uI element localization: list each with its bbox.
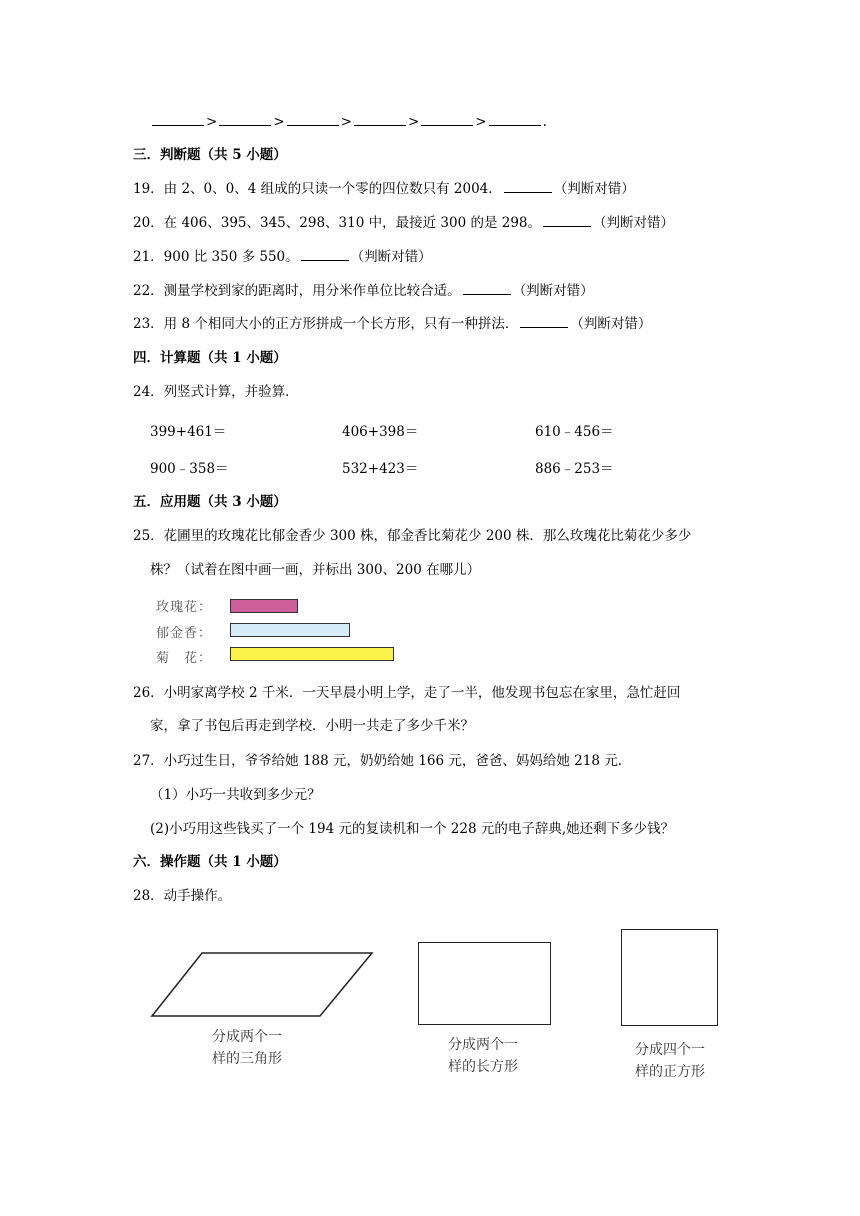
section-title-operation: 六．操作题（共 1 小题） (133, 854, 287, 870)
question-text: 20．在 406、395、345、298、310 中，最接近 300 的是 298。 (133, 215, 542, 231)
section-title-apply: 五．应用题（共 3 小题） (133, 494, 287, 510)
ordering-line (150, 113, 547, 131)
question-hint: （判断对错） (512, 283, 594, 299)
question-25-line2: 株？（试着在图中画一画，并标出 300、200 在哪儿） (150, 562, 481, 578)
caption-squares (615, 1039, 725, 1083)
caption-line: 分成四个一 (635, 1042, 705, 1058)
question-27-part1: （1）小巧一共收到多少元？ (150, 787, 321, 803)
bar-label-rose: 玫瑰花： (156, 600, 213, 615)
question-20 (133, 214, 674, 232)
answer-blank[interactable] (463, 282, 511, 295)
question-26-line2: 家，拿了书包后再走到学校．小明一共走了多少千米？ (150, 718, 474, 734)
parallelogram-figure (150, 950, 375, 1020)
bar-chrysanthemum (230, 647, 394, 661)
question-text: 23．用 8 个相同大小的正方形拼成一个长方形，只有一种拼法． (133, 316, 519, 332)
flower-bar-figure (148, 592, 398, 668)
answer-blank[interactable] (504, 180, 552, 193)
gt-sign: > (273, 114, 285, 130)
question-21 (133, 248, 432, 266)
question-25-line1: 25．花圃里的玫瑰花比郁金香少 300 株，郁金香比菊花少 200 株．那么玫瑰花比菊花少多少 (133, 528, 692, 544)
calc-item: 900﹣358＝ (150, 461, 229, 477)
answer-blank[interactable] (489, 113, 541, 126)
period: . (542, 114, 547, 130)
question-hint: （判断对错） (350, 249, 432, 265)
section-title-judge: 三．判断题（共 5 小题） (133, 147, 287, 163)
question-28: 28．动手操作。 (133, 888, 232, 904)
bar-label-chrysanthemum: 菊 花： (156, 651, 213, 666)
gt-sign: > (206, 114, 218, 130)
calc-item: 886﹣253＝ (535, 461, 614, 477)
caption-line: 分成两个一 (448, 1037, 518, 1053)
caption-line: 样的三角形 (212, 1051, 282, 1067)
calc-item: 532+423＝ (342, 461, 419, 477)
question-hint: （判断对错） (553, 181, 635, 197)
question-22 (133, 282, 594, 300)
question-text: 21．900 比 350 多 550。 (133, 249, 299, 265)
question-27-part2: (2)小巧用这些钱买了一个 194 元的复读机和一个 228 元的电子辞典,她还剩下多少钱？ (150, 821, 675, 837)
caption-line: 样的长方形 (448, 1059, 518, 1075)
gt-sign: > (407, 114, 420, 130)
answer-blank[interactable] (301, 248, 349, 261)
answer-blank[interactable] (421, 113, 473, 126)
calc-item: 399+461＝ (150, 424, 227, 440)
gt-sign: > (340, 114, 352, 130)
question-text: 19．由 2、0、0、4 组成的只读一个零的四位数只有 2004． (133, 181, 502, 197)
caption-triangles (192, 1026, 302, 1070)
calc-item: 406+398＝ (342, 424, 419, 440)
caption-line: 样的正方形 (635, 1064, 705, 1080)
answer-blank[interactable] (287, 113, 339, 126)
parallelogram-shape (152, 953, 372, 1016)
question-hint: （判断对错） (570, 316, 652, 332)
answer-blank[interactable] (219, 113, 271, 126)
answer-blank[interactable] (354, 113, 406, 126)
caption-rectangles (428, 1034, 538, 1078)
rectangle-shape (418, 942, 551, 1025)
square-shape (621, 929, 718, 1026)
caption-line: 分成两个一 (212, 1029, 282, 1045)
question-27: 27．小巧过生日，爷爷给她 188 元，奶奶给她 166 元，爸爸、妈妈给她 218 元． (133, 753, 632, 769)
answer-blank[interactable] (152, 113, 204, 126)
section-title-calc: 四．计算题（共 1 小题） (133, 350, 287, 366)
question-23 (133, 315, 651, 333)
question-24: 24．列竖式计算，并验算． (133, 384, 299, 400)
bar-rose (230, 599, 298, 613)
bar-label-tulip: 郁金香： (156, 626, 213, 641)
gt-sign: > (475, 114, 487, 130)
question-19 (133, 180, 635, 198)
question-26-line1: 26．小明家离学校 2 千米．一天早晨小明上学，走了一半，他发现书包忘在家里，急忙赶回 (133, 685, 681, 701)
calc-item: 610﹣456＝ (535, 424, 614, 440)
answer-blank[interactable] (543, 214, 591, 227)
question-text: 22．测量学校到家的距离时，用分米作单位比较合适。 (133, 283, 461, 299)
bar-tulip (230, 623, 350, 637)
answer-blank[interactable] (520, 315, 568, 328)
question-hint: （判断对错） (593, 215, 675, 231)
